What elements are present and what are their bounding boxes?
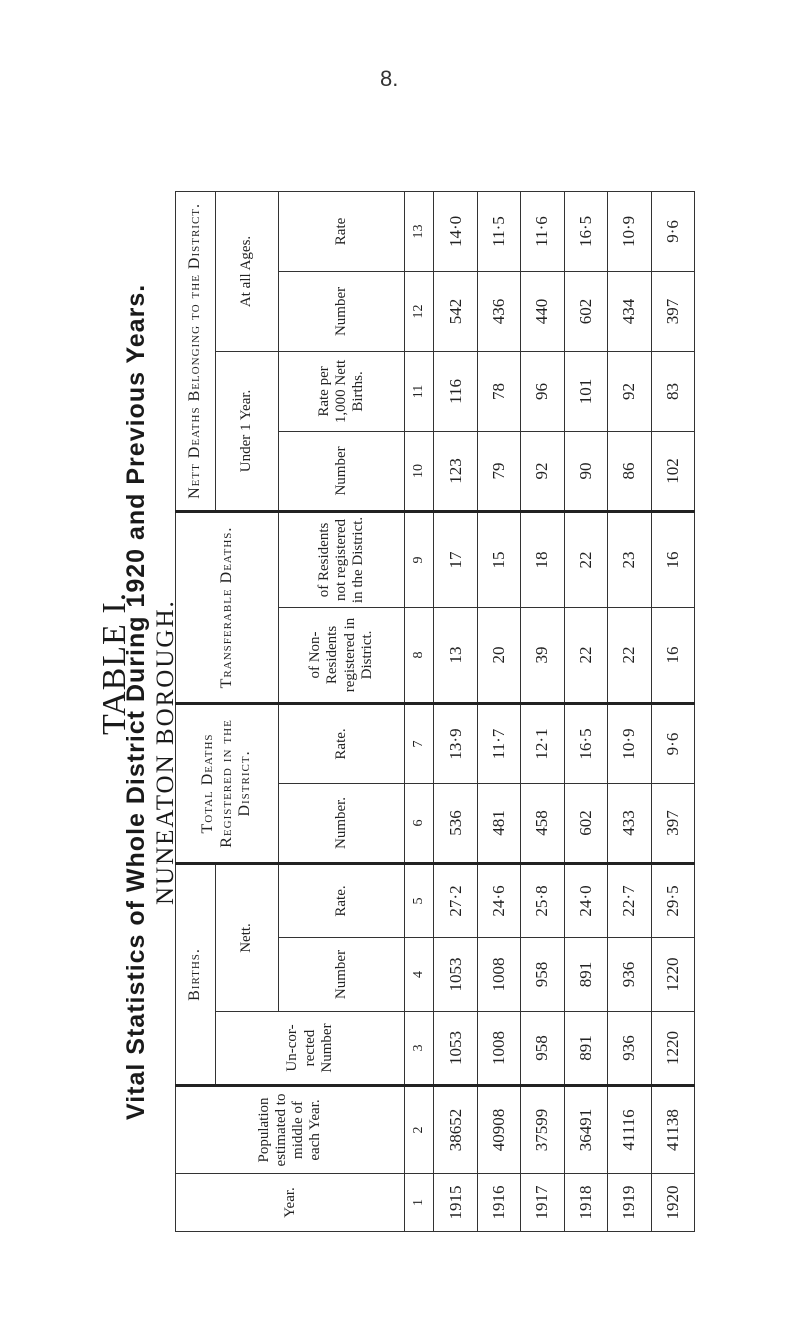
col-all-rate: Rate (278, 191, 404, 271)
cell-residents: 23 (608, 511, 651, 607)
cell-year: 1917 (521, 1174, 564, 1232)
group-transferable: Transferable Deaths. (176, 511, 279, 703)
cell-population: 38652 (434, 1086, 477, 1174)
cell-non-residents: 22 (608, 607, 651, 703)
colnum: 1 (405, 1174, 434, 1232)
cell-residents: 16 (651, 511, 695, 607)
cell-non-residents: 13 (434, 607, 477, 703)
colnum: 5 (405, 863, 434, 937)
vital-statistics-table (175, 192, 695, 1232)
table-row (521, 191, 564, 1231)
cell-nett-number: 1220 (651, 938, 695, 1012)
colnum: 12 (405, 271, 434, 351)
cell-nett-rate: 29·5 (651, 863, 695, 937)
cell-deaths-number: 536 (434, 783, 477, 863)
cell-nett-number: 1053 (434, 938, 477, 1012)
colnum: 2 (405, 1086, 434, 1174)
col-all-number: Number (278, 271, 404, 351)
cell-u1-number: 90 (564, 431, 607, 511)
col-u1-rate: Rate per 1,000 Nett Births. (278, 351, 404, 431)
cell-all-number: 436 (477, 271, 520, 351)
cell-deaths-rate: 13·9 (434, 703, 477, 783)
table-title: Vital Statistics of Whole District During 1920 and Previous Years. (122, 283, 150, 1120)
cell-uncorrected: 958 (521, 1012, 564, 1086)
col-uncorrected: Un-cor-rected Number (215, 1012, 404, 1086)
cell-uncorrected: 936 (608, 1012, 651, 1086)
cell-nett-rate: 24·0 (564, 863, 607, 937)
colnum: 4 (405, 938, 434, 1012)
col-population: Population estimated to middle of each Year. (176, 1086, 405, 1174)
group-births: Births. (176, 863, 216, 1085)
cell-all-rate: 10·9 (608, 191, 651, 271)
cell-all-rate: 16·5 (564, 191, 607, 271)
cell-non-residents: 22 (564, 607, 607, 703)
col-residents: of Residents not registered in the District. (278, 511, 404, 607)
colnum: 7 (405, 703, 434, 783)
cell-year: 1920 (651, 1174, 695, 1232)
col-nett-number: Number (278, 938, 404, 1012)
colnum: 3 (405, 1012, 434, 1086)
cell-year: 1918 (564, 1174, 607, 1232)
cell-u1-number: 123 (434, 431, 477, 511)
cell-all-number: 397 (651, 271, 695, 351)
district-name: NUNEATON BOROUGH. (152, 599, 179, 905)
table-row (608, 191, 651, 1231)
cell-nett-number: 891 (564, 938, 607, 1012)
group-all-ages: At all Ages. (215, 191, 278, 351)
cell-non-residents: 20 (477, 607, 520, 703)
cell-deaths-rate: 9·6 (651, 703, 695, 783)
cell-nett-rate: 27·2 (434, 863, 477, 937)
cell-all-number: 602 (564, 271, 607, 351)
cell-all-number: 542 (434, 271, 477, 351)
cell-uncorrected: 1008 (477, 1012, 520, 1086)
vital-statistics-table-area (175, 192, 695, 1232)
cell-residents: 15 (477, 511, 520, 607)
cell-uncorrected: 1053 (434, 1012, 477, 1086)
cell-population: 40908 (477, 1086, 520, 1174)
cell-population: 41116 (608, 1086, 651, 1174)
cell-u1-number: 86 (608, 431, 651, 511)
cell-all-rate: 11·5 (477, 191, 520, 271)
cell-deaths-number: 602 (564, 783, 607, 863)
colnum: 8 (405, 607, 434, 703)
col-deaths-rate: Rate. (278, 703, 404, 783)
table-row (564, 191, 607, 1231)
cell-deaths-rate: 12·1 (521, 703, 564, 783)
cell-all-rate: 11·6 (521, 191, 564, 271)
group-nett-deaths: Nett Deaths Belonging to the District. (176, 191, 216, 511)
colnum: 13 (405, 191, 434, 271)
cell-all-rate: 14·0 (434, 191, 477, 271)
cell-deaths-rate: 10·9 (608, 703, 651, 783)
cell-u1-rate: 78 (477, 351, 520, 431)
group-under-1: Under 1 Year. (215, 351, 278, 511)
cell-nett-number: 958 (521, 938, 564, 1012)
cell-residents: 18 (521, 511, 564, 607)
cell-nett-rate: 24·6 (477, 863, 520, 937)
cell-deaths-number: 481 (477, 783, 520, 863)
cell-residents: 22 (564, 511, 607, 607)
col-deaths-number: Number. (278, 783, 404, 863)
cell-deaths-number: 458 (521, 783, 564, 863)
cell-year: 1919 (608, 1174, 651, 1232)
cell-nett-number: 936 (608, 938, 651, 1012)
cell-year: 1916 (477, 1174, 520, 1232)
cell-non-residents: 39 (521, 607, 564, 703)
cell-all-number: 434 (608, 271, 651, 351)
col-u1-number: Number (278, 431, 404, 511)
table-row (434, 191, 477, 1231)
cell-u1-rate: 96 (521, 351, 564, 431)
table-row (651, 191, 695, 1231)
column-number-row (405, 191, 434, 1231)
col-nett-rate: Rate. (278, 863, 404, 937)
table-row (477, 191, 520, 1231)
cell-nett-rate: 22·7 (608, 863, 651, 937)
cell-residents: 17 (434, 511, 477, 607)
colnum: 10 (405, 431, 434, 511)
group-nett: Nett. (215, 863, 278, 1011)
cell-u1-rate: 92 (608, 351, 651, 431)
group-total-deaths: Total Deaths Registered in the District. (176, 703, 279, 863)
cell-u1-rate: 83 (651, 351, 695, 431)
cell-population: 37599 (521, 1086, 564, 1174)
cell-u1-number: 92 (521, 431, 564, 511)
cell-non-residents: 16 (651, 607, 695, 703)
cell-population: 41138 (651, 1086, 695, 1174)
table-label: TABLE I. (96, 591, 133, 735)
cell-nett-rate: 25·8 (521, 863, 564, 937)
cell-all-rate: 9·6 (651, 191, 695, 271)
cell-deaths-number: 433 (608, 783, 651, 863)
colnum: 6 (405, 783, 434, 863)
cell-deaths-number: 397 (651, 783, 695, 863)
cell-u1-number: 102 (651, 431, 695, 511)
col-year: Year. (176, 1174, 405, 1232)
colnum: 11 (405, 351, 434, 431)
cell-u1-number: 79 (477, 431, 520, 511)
cell-u1-rate: 101 (564, 351, 607, 431)
page-number: 8. (380, 66, 399, 91)
colnum: 9 (405, 511, 434, 607)
cell-deaths-rate: 11·7 (477, 703, 520, 783)
cell-uncorrected: 1220 (651, 1012, 695, 1086)
cell-deaths-rate: 16·5 (564, 703, 607, 783)
cell-all-number: 440 (521, 271, 564, 351)
cell-population: 36491 (564, 1086, 607, 1174)
col-non-residents: of Non-Residents registered in District. (278, 607, 404, 703)
cell-uncorrected: 891 (564, 1012, 607, 1086)
cell-u1-rate: 116 (434, 351, 477, 431)
cell-nett-number: 1008 (477, 938, 520, 1012)
cell-year: 1915 (434, 1174, 477, 1232)
